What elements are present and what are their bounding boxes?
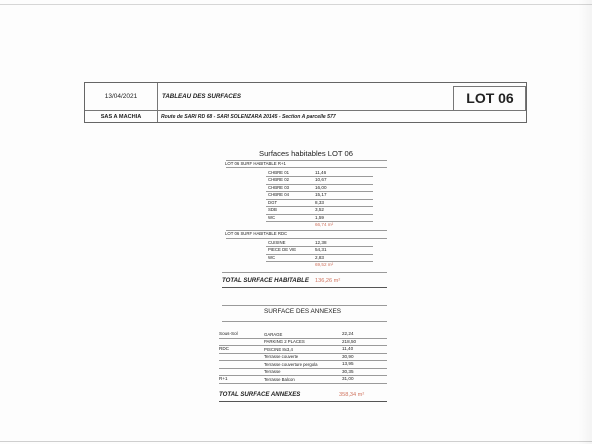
level-label: Sous-Sol xyxy=(219,331,238,336)
room-name: CUISINE xyxy=(268,239,286,245)
annex-area: 31,00 xyxy=(342,376,354,381)
total-annexes-value: 358,34 m² xyxy=(339,391,365,398)
annex-name: PARKING 2 PLACES xyxy=(264,339,305,344)
rule xyxy=(219,401,387,402)
annex-name: GARAGE xyxy=(264,331,283,337)
room-area: 1,59 xyxy=(315,214,324,220)
page-bottom-edge xyxy=(0,441,592,442)
annex-name: PISCINE 8x3,4 xyxy=(264,346,293,352)
room-name: CHBRE 01 xyxy=(268,169,290,175)
room-name: CHBRE 04 xyxy=(268,192,290,197)
site-address: Route de SARI RD 68 - SARI SOLENZARA 20145 - Section A parcelle 577 xyxy=(161,114,336,120)
room-area: 16,00 xyxy=(315,184,327,190)
annex-area: 13,95 xyxy=(342,361,354,366)
rule xyxy=(226,238,387,239)
room-area: 3,52 xyxy=(315,207,324,212)
room-area: 12,38 xyxy=(315,239,327,245)
annex-area: 30,90 xyxy=(342,353,354,359)
annex-name: Terrasse couverte xyxy=(264,354,299,359)
rule xyxy=(219,368,387,369)
room-name: SDB xyxy=(268,207,277,212)
total-habitable-label: TOTAL SURFACE HABITABLE xyxy=(222,277,309,284)
rule xyxy=(219,353,387,354)
rule xyxy=(219,375,387,376)
level-label: RDC xyxy=(219,346,229,351)
rule xyxy=(226,167,387,168)
company-name: SAS A MACHIA xyxy=(100,114,142,120)
room-name: CHBRE 03 xyxy=(268,184,290,190)
rule xyxy=(219,383,387,384)
room-name: DGT xyxy=(268,199,278,205)
annex-area: 30,35 xyxy=(342,368,354,374)
rule xyxy=(219,345,387,346)
rule xyxy=(222,305,387,306)
rule xyxy=(222,321,387,322)
annex-name: Terrasse couverture pergola xyxy=(264,361,318,367)
room-name: PIECE DE VIE xyxy=(268,247,297,252)
annex-area: 22,24 xyxy=(342,331,354,336)
room-area: 8,33 xyxy=(315,199,324,205)
room-name: CHBRE 02 xyxy=(268,177,290,182)
rdc-section-label: LOT 06 SURF HABITABLE RDC xyxy=(225,231,288,236)
annex-area: 218,50 xyxy=(342,338,357,344)
total-annexes-label: TOTAL SURFACE ANNEXES xyxy=(219,391,301,398)
rdc-subtotal: 69,52 m² xyxy=(315,262,334,267)
rule xyxy=(222,287,387,288)
header-divider xyxy=(157,83,158,122)
header-table xyxy=(84,82,527,123)
page-shadow xyxy=(578,0,592,444)
r1-section-label: LOT 06 SURF HABITABLE R+1 xyxy=(225,160,286,166)
document-date: 13/04/2021 xyxy=(104,93,138,100)
room-area: 11,46 xyxy=(315,169,327,175)
total-habitable-value: 136,26 m² xyxy=(315,277,341,284)
annex-area: 11,40 xyxy=(342,346,354,351)
r1-subtotal: 66,74 m² xyxy=(315,222,334,227)
room-area: 54,31 xyxy=(315,247,327,252)
rule xyxy=(222,272,387,273)
page-top-edge xyxy=(0,4,592,5)
annexes-title: SURFACE DES ANNEXES xyxy=(264,308,342,315)
annex-name: Terrasse Balcon xyxy=(264,376,295,382)
lot-box-top xyxy=(453,86,526,87)
habitable-title: Surfaces habitables LOT 06 xyxy=(259,149,353,158)
document-title: TABLEAU DES SURFACES xyxy=(162,93,241,100)
annex-name: Terrasse xyxy=(264,369,281,374)
room-name: WC xyxy=(268,254,276,260)
room-area: 15,17 xyxy=(315,192,327,197)
room-area: 2,83 xyxy=(315,254,324,260)
lot-number: LOT 06 xyxy=(466,90,514,106)
level-label: R+1 xyxy=(219,376,228,381)
rule xyxy=(219,360,387,361)
room-area: 10,67 xyxy=(315,177,327,182)
room-name: WC xyxy=(268,214,276,220)
